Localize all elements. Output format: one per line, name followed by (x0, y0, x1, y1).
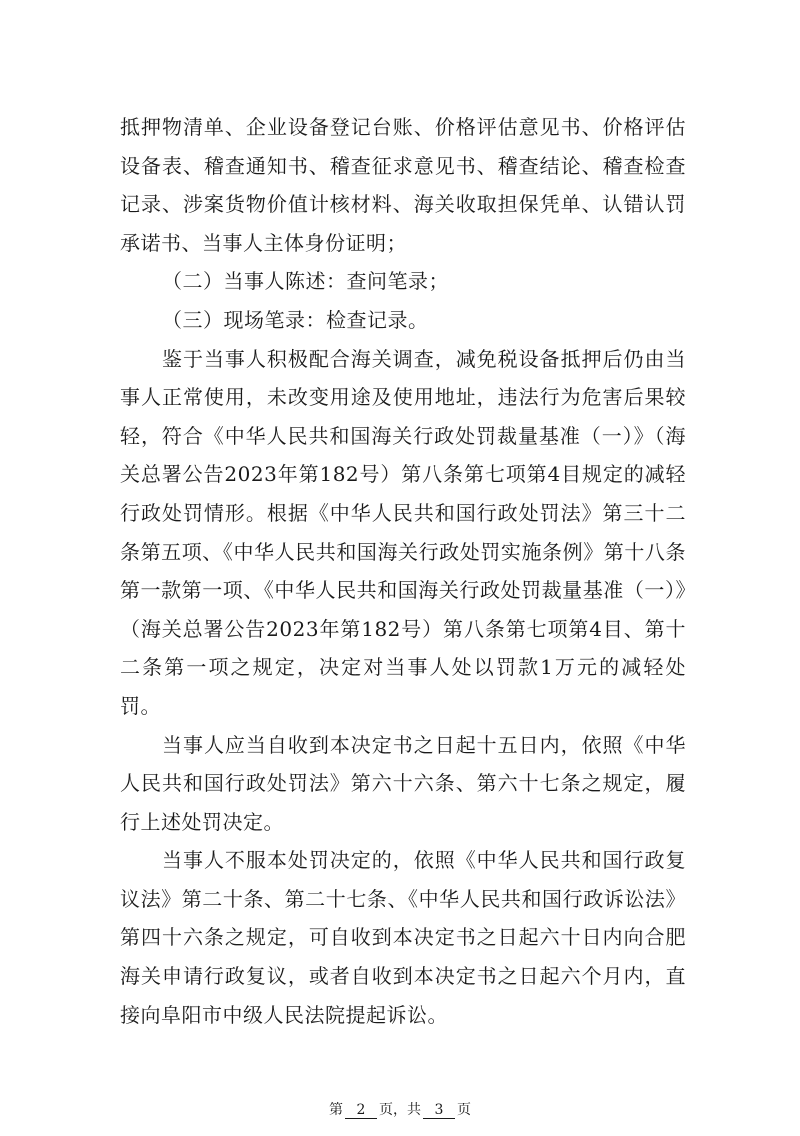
current-page-number: 2 (345, 1102, 377, 1119)
total-page-number: 3 (423, 1102, 455, 1119)
paragraph-party-statement: （二）当事人陈述：查问笔录； (162, 269, 449, 294)
footer-suffix: 页 (457, 1102, 471, 1118)
page-footer (0, 1100, 800, 1120)
document-body (120, 108, 686, 1034)
paragraph-penalty-basis: 鉴于当事人积极配合海关调查，减免税设备抵押后仍由当事人正常使用，未改变用途及使用地址，违法行为危害后果较轻，符合《中华人民共和国海关行政处罚裁量基准（一）》（海关总署公告2023年第182号）第八条第七项第4目规定的减轻行政处罚情形。根据《中华人民共和国行政处罚法》第三十二条第五项、《中华人民共和国海关行政处罚实施条例》第十八条第一款第一项、《中华人民共和国海关行政处罚裁量基准（一）》（海关总署公告2023年第182号）第八条第七项第4目、第十二条第一项之规定，决定对当事人处以罚款1万元的减轻处罚。 (120, 346, 686, 718)
paragraph-site-record: （三）现场笔录：检查记录。 (162, 307, 429, 332)
footer-prefix: 第 (329, 1102, 343, 1118)
footer-middle: 页，共 (379, 1102, 421, 1118)
paragraph-evidence-list: 抵押物清单、企业设备登记台账、价格评估意见书、价格评估设备表、稽查通知书、稽查征求意见书、稽查结论、稽查检查记录、涉案货物价值计核材料、海关收取担保凭单、认错认罚承诺书、当事人主体身份证明； (120, 115, 686, 255)
paragraph-appeal-rights: 当事人不服本处罚决定的，依照《中华人民共和国行政复议法》第二十条、第二十七条、《中华人民共和国行政诉讼法》第四十六条之规定，可自收到本决定书之日起六十日内向合肥海关申请行政复议，或者自收到本决定书之日起六个月内，直接向阜阳市中级人民法院提起诉讼。 (120, 848, 686, 1027)
paragraph-fulfillment: 当事人应当自收到本决定书之日起十五日内，依照《中华人民共和国行政处罚法》第六十六条、第六十七条之规定，履行上述处罚决定。 (120, 732, 686, 834)
